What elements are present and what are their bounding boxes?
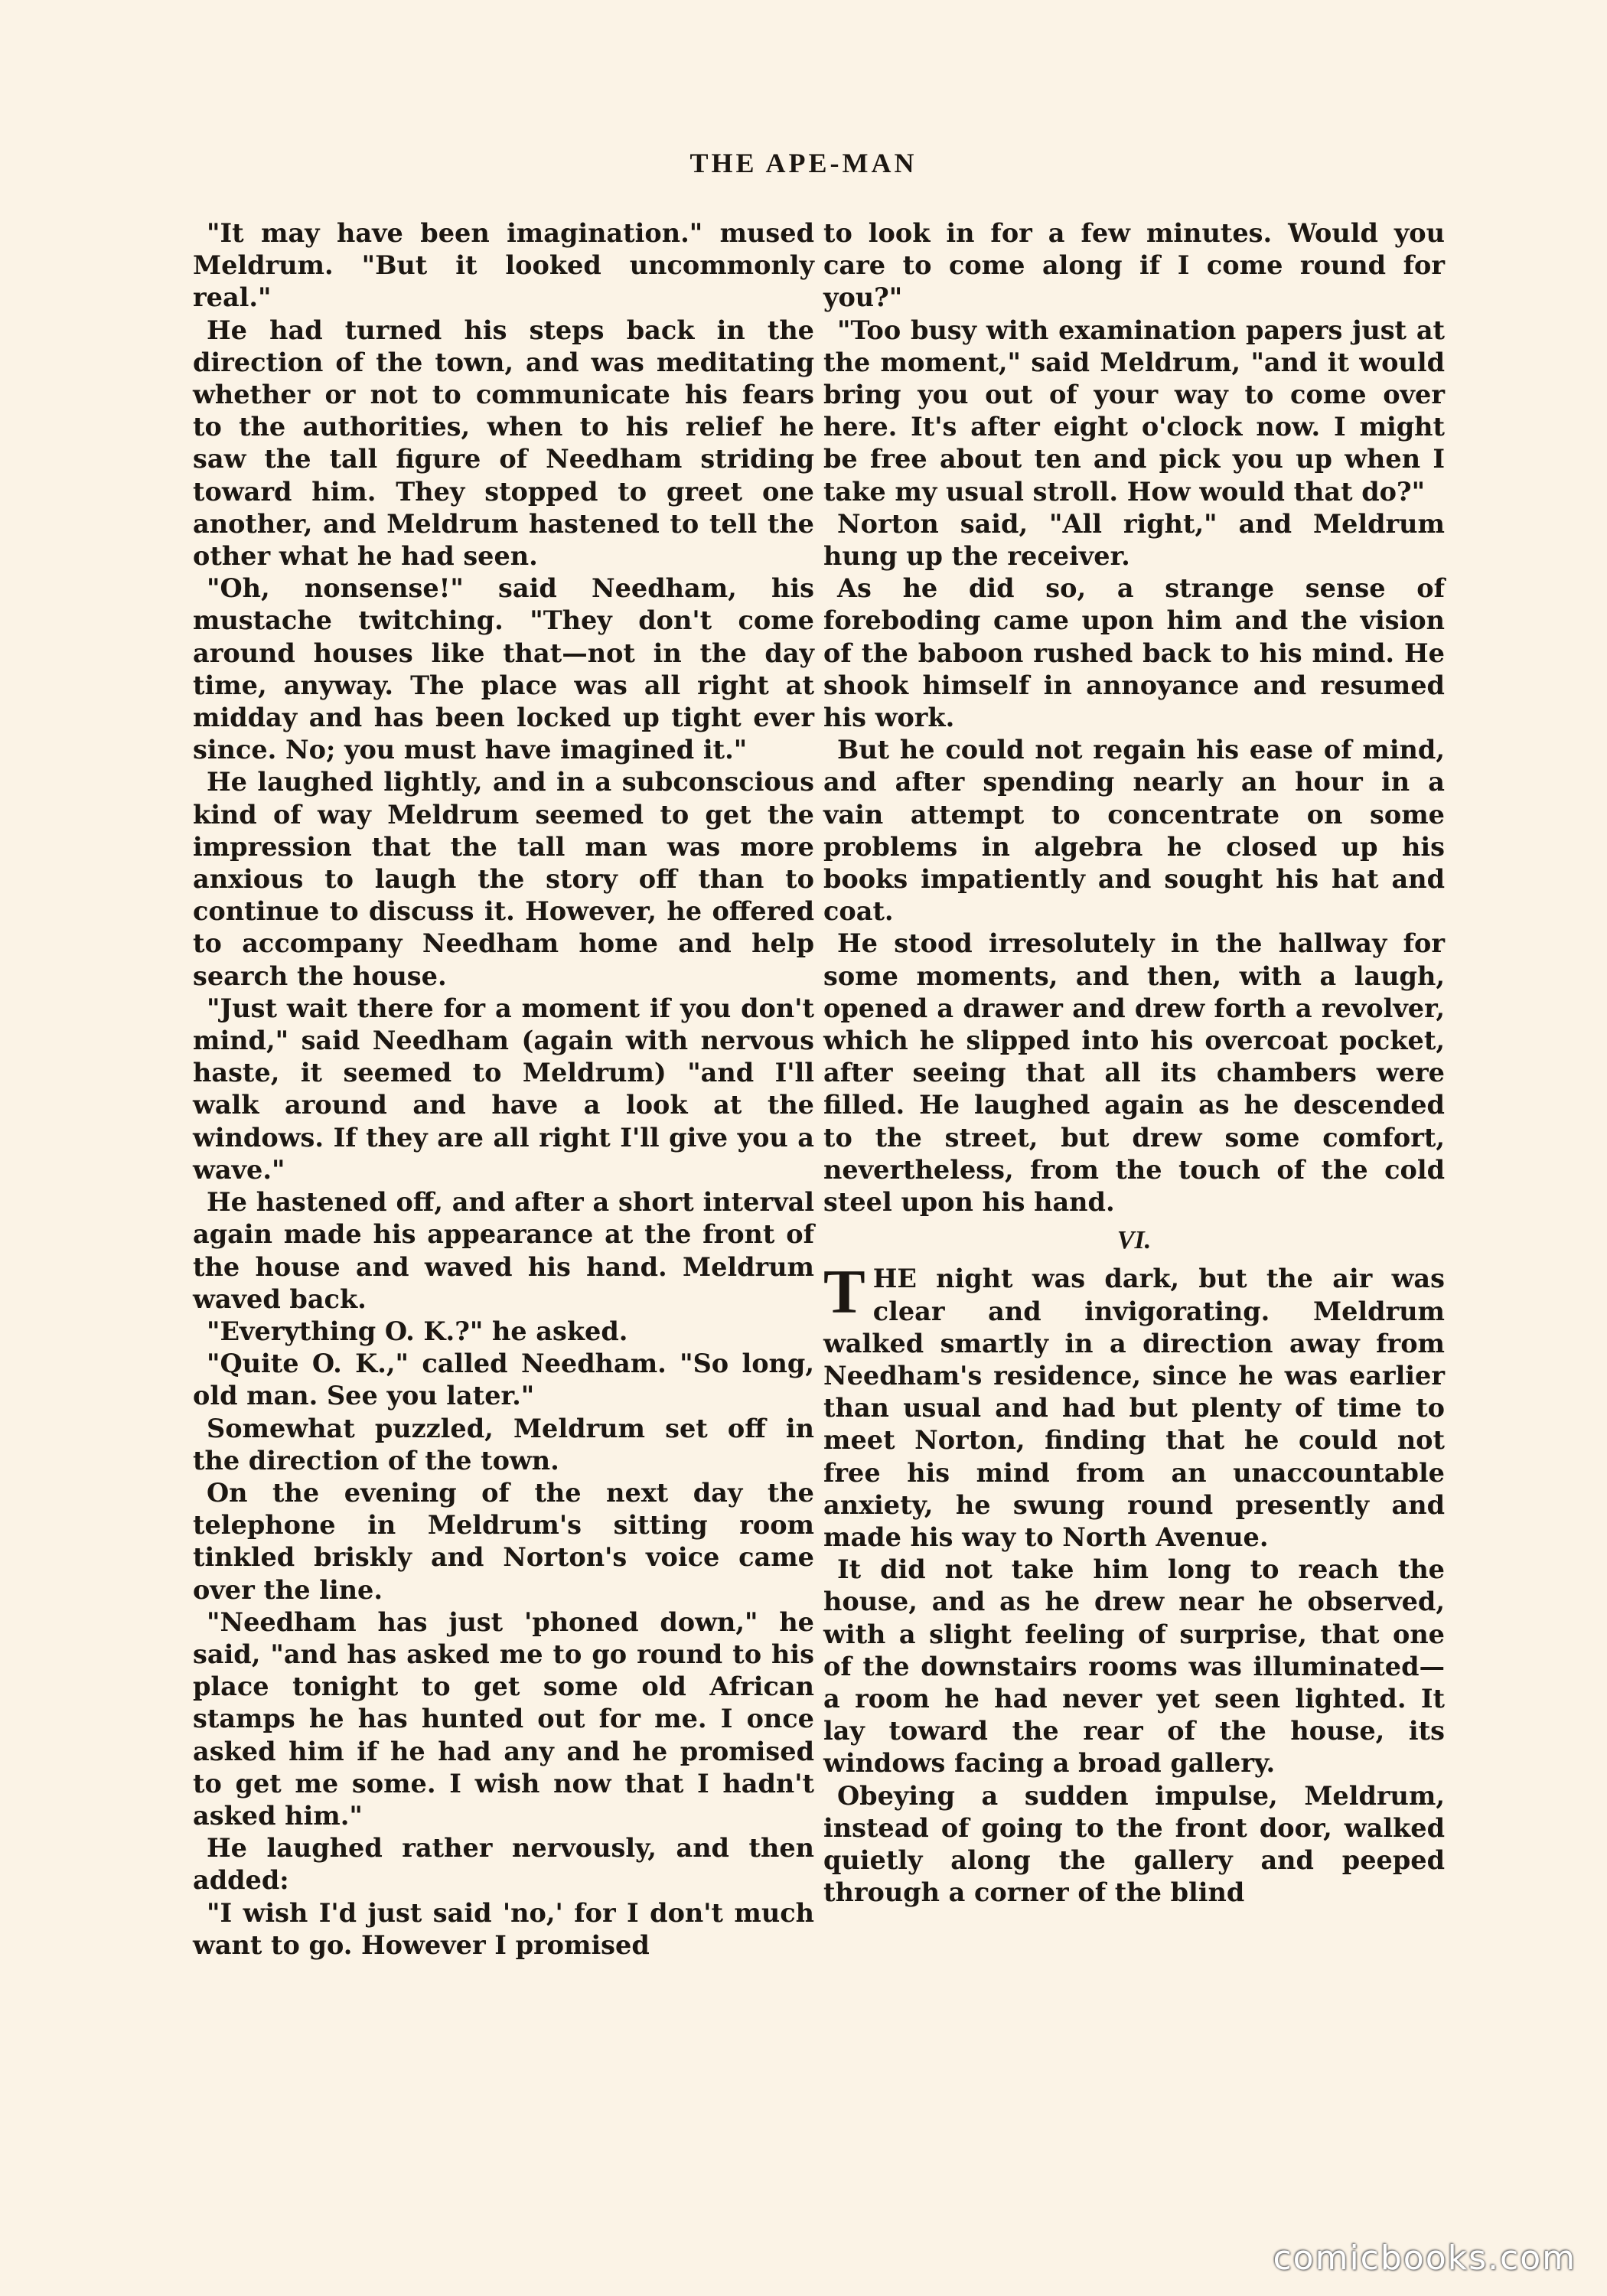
section-heading: VI. xyxy=(1116,1226,1152,1255)
paragraph: But he could not regain his ease of mind, and after spending nearly an hour in a vain attempt to concentrate on some problems in algebra he closed up his books impatiently and sought his hat and coat. xyxy=(823,735,1445,927)
paragraph: "It may have been imagination." mused Meldrum. "But it looked uncommonly real." xyxy=(193,218,814,313)
paragraph: He laughed lightly, and in a subconscious kind of way Meldrum seemed to get the impression that the tall man was more anxious to laugh the story off than to continue to discuss it. However, he offered to accompany Needham home and help search the house. xyxy=(193,767,814,991)
paragraph: Obeying a sudden impulse, Meldrum, instead of going to the front door, walked quietly along the gallery and peeped through a corner of the blind xyxy=(823,1780,1445,1908)
paragraph: Somewhat puzzled, Meldrum set off in the direction of the town. xyxy=(193,1413,814,1476)
paragraph: He stood irresolutely in the hallway for some moments, and then, with a laugh, opened a drawer and drew forth a revolver, which he slipped into his overcoat pocket, after seeing that all its chambers were filled. He laughed again as he descended to the street, but drew some comfort, nevertheless, from the touch of the cold steel upon his hand. xyxy=(823,928,1445,1218)
paragraph: He laughed rather nervously, and then added: xyxy=(193,1833,814,1896)
dropcap-paragraph xyxy=(823,1257,1445,1554)
paragraph: "Just wait there for a moment if you don't mind," said Needham (again with nervous haste, it seemed to Meldrum) "and I'll walk around and have a look at the windows. If they are all right I'll give you a wave." xyxy=(193,993,814,1185)
paragraph: It did not take him long to reach the house, and as he drew near he observed, with a slight feeling of surprise, that one of the downstairs rooms was illuminated—a room he had never yet seen lighted. It lay toward the rear of the house, its windows facing a broad gallery. xyxy=(823,1554,1445,1779)
paragraph: "Oh, nonsense!" said Needham, his mustache twitching. "They don't come around houses like that—not in the day time, anyway. The place was all right at midday and has been locked up tight ever since. No; you must have imagined it." xyxy=(193,573,814,765)
watermark-logo: comicbooks.com xyxy=(1273,2239,1576,2278)
paragraph: As he did so, a strange sense of foreboding came upon him and the vision of the baboon rushed back to his mind. He shook himself in annoyance and resumed his work. xyxy=(823,573,1445,733)
paragraph: "Everything O. K.?" he asked. xyxy=(207,1316,628,1346)
paragraph: "Quite O. K.," called Needham. "So long, old man. See you later." xyxy=(193,1349,814,1411)
paragraph: On the evening of the next day the telephone in Meldrum's sitting room tinkled briskly and Norton's voice came over the line. xyxy=(193,1477,814,1605)
paragraph: "Needham has just 'phoned down," he said, "and has asked me to go round to his place tonight to get some old African stamps he has hunted out for me. I once asked him if he had any and he promised to get me some. I wish now that I hadn't asked him." xyxy=(193,1606,814,1831)
left-column xyxy=(193,217,814,1962)
paragraph: "I wish I'd just said 'no,' for I don't much want to go. However I promised xyxy=(193,1897,814,1960)
right-column xyxy=(823,217,1445,1909)
drop-cap: T xyxy=(823,1257,865,1327)
paragraph: Norton said, "All right," and Meldrum hung up the receiver. xyxy=(823,508,1445,572)
paragraph: "Too busy with examination papers just at the moment," said Meldrum, "and it would bring you out of your way to come over here. It's after eight o'clock now. I might be free about ten and pick you up when I take my usual stroll. How would that do?" xyxy=(823,315,1445,507)
page-title: THE APE-MAN xyxy=(689,148,918,178)
paragraph: He hastened off, and after a short interval again made his appearance at the front of the house and waved his hand. Meldrum waved back. xyxy=(193,1187,814,1314)
paragraph-text: HE night was dark, but the air was clear and invigorating. Meldrum walked smartly in a direction away from Needham's residence, since he was earlier than usual and had but plenty of time to meet Norton, finding that he could not free his mind from an unaccountable anxiety, he swung round presently and made his way to North Avenue. xyxy=(823,1264,1445,1552)
paragraph: He had turned his steps back in the direction of the town, and was meditating whether or not to communicate his fears to the authorities, when to his relief he saw the tall figure of Needham striding toward him. They stopped to greet one another, and Meldrum hastened to tell the other what he had seen. xyxy=(193,315,814,572)
paragraph: to look in for a few minutes. Would you care to come along if I come round for you?" xyxy=(823,218,1445,313)
